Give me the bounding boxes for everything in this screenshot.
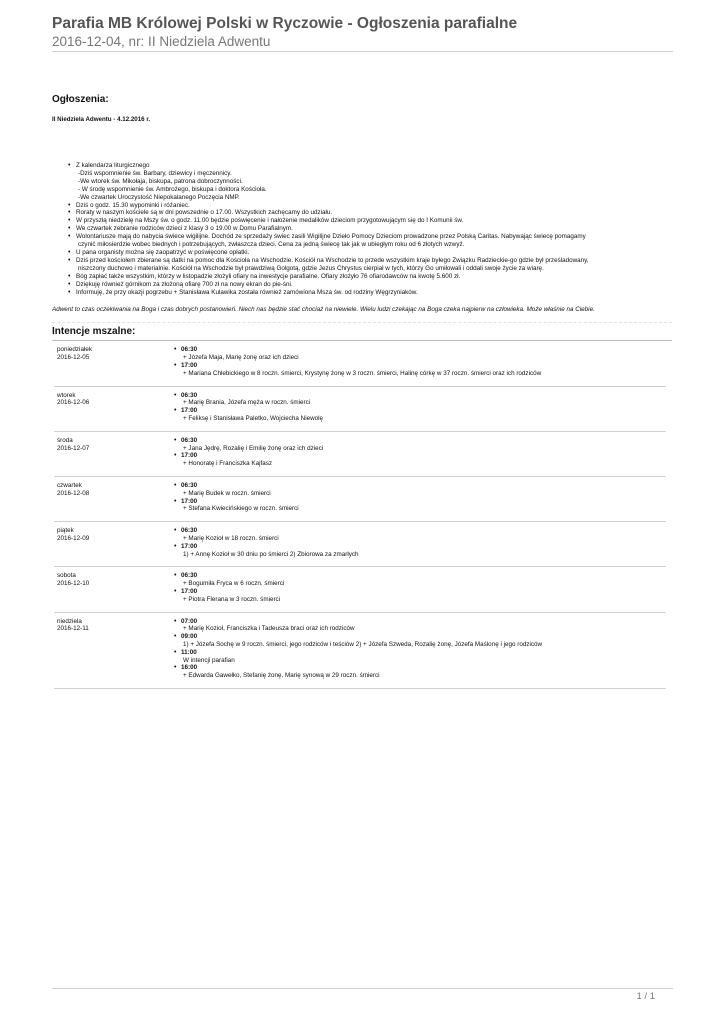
day-row — [54, 341, 666, 386]
mass-time: • 06:30 — [181, 527, 198, 535]
mass-time: • 11:00 — [181, 648, 197, 656]
mass-item — [181, 618, 666, 634]
announcement-line: • Wolontariusze mają do nabycia świece wigilijne. Dochód ze sprzedaży świec zasili Wigilijne Dzieło Pomocy Dzieciom prowadzone przez Polską Caritas. Nabywając świecę pomagamy — [76, 233, 586, 241]
mass-time: • 17:00 — [181, 452, 198, 460]
day-cell — [54, 341, 173, 386]
announcement-item — [76, 281, 672, 289]
day-row — [54, 386, 666, 431]
day-name: piątek — [57, 527, 74, 535]
mass-item — [181, 664, 666, 680]
mass-intention: W intencji parafian — [183, 656, 235, 664]
mass-intention: + Feliksę i Stanisława Paletko, Wojciecha Niewolę — [183, 414, 324, 422]
day-row — [54, 612, 666, 688]
day-name: środa — [57, 436, 73, 444]
day-row — [54, 567, 666, 612]
mass-intention: + Piotra Flerana w 3 roczn. śmierci — [183, 595, 281, 603]
day-name: wtorek — [57, 391, 76, 399]
day-row — [54, 431, 666, 476]
day-date: 2016-12-08 — [57, 489, 90, 497]
mass-time: • 16:00 — [181, 664, 198, 672]
announcement-line: niszczony duchowo i materialnie. Kościół na Wschodzie był prawdziwą Golgotą, gdzie Jezus Chrystus cierpiał w tych, którzy Go umiłowali i oddali swoje życie za wiarę. — [78, 264, 544, 272]
mass-item — [181, 392, 666, 408]
mass-time: • 06:30 — [181, 481, 198, 489]
day-date: 2016-12-06 — [57, 399, 90, 407]
mass-item — [181, 543, 666, 559]
mass-item — [181, 346, 666, 362]
mass-list — [173, 482, 666, 513]
announcement-line: • Z kalendarza liturgicznego — [76, 162, 150, 169]
mass-list — [173, 572, 666, 603]
day-row — [54, 522, 666, 567]
mass-time: • 17:00 — [181, 587, 198, 595]
day-name: sobota — [57, 572, 76, 580]
announcement-item — [76, 225, 672, 233]
page-header — [52, 14, 672, 50]
mass-intention: + Jana Jędrę, Rozalię i Emilię żonę oraz ich dzieci — [183, 444, 324, 452]
announcement-line: • Informuję, że przy okazji pogrzebu + Stanisława Kulawika została również zamówiona Msza św. od rodziny Węgrzyniaków. — [76, 288, 418, 296]
day-row — [54, 476, 666, 521]
day-cell — [54, 386, 173, 431]
mass-item — [181, 572, 666, 588]
mass-time: • 17:00 — [181, 542, 198, 550]
announcement-line: • W przyszłą niedzielę na Mszy św. o godz. 11.00 będzie poświęcenie i nałożenie medalików dzieciom przygotowującym się do I Komunii św. — [76, 217, 464, 225]
announcement-line: - W środę wspomnienie św. Ambrożego, biskupa i doktora Kościoła. — [78, 185, 267, 193]
day-date: 2016-12-10 — [57, 580, 90, 588]
day-name: poniedziałek — [57, 346, 93, 354]
mass-item — [181, 482, 666, 498]
day-cell — [54, 476, 173, 521]
mass-list — [173, 527, 666, 558]
mass-item — [181, 649, 666, 665]
closing-message: Adwent to czas oczekiwania na Boga i czas dobrych postanowień. Niech nas będzie stać chociaż na niewiele. Wielu ludzi czekając na Boga czeka najpierw na człowieka. Może właśnie na Ciebie. — [52, 306, 595, 314]
announcement-line: -We czwartek Uroczystość Niepokalanego Poczęcia NMP. — [78, 193, 240, 201]
mass-time: • 06:30 — [181, 436, 198, 444]
mass-time: • 09:00 — [181, 633, 198, 641]
announcement-item — [76, 217, 672, 225]
section-divider — [52, 322, 672, 323]
mass-intention: + Bogumiła Fryca w 6 roczn. śmierci — [183, 580, 285, 588]
mass-time: • 06:30 — [181, 572, 198, 580]
mass-time: • 06:30 — [181, 391, 198, 399]
announcement-item — [76, 289, 672, 297]
announcements-list — [52, 162, 672, 296]
announcement-line: -Dziś wspomnienie św. Barbary, dziewicy i męczennicy. — [78, 169, 232, 177]
masses-cell — [173, 612, 666, 688]
site-title: Parafia MB Królowej Polski w Ryczowie - Ogłoszenia parafialne — [52, 15, 518, 32]
masses-cell — [173, 431, 666, 476]
masses-cell — [173, 567, 666, 612]
announcement-item — [76, 273, 672, 281]
mass-intentions-table — [54, 341, 666, 689]
day-date: 2016-12-07 — [57, 444, 90, 452]
mass-list — [173, 618, 666, 680]
mass-list — [173, 392, 666, 423]
mass-intention: + Edwarda Gawełko, Stefanię żonę, Marię synową w 29 roczn. śmierci — [183, 672, 380, 680]
announcement-line: • Dziś przed kościołem zbierane są datki na pomoc dla Kościoła na Wschodzie. Kościół na Wschodzie to przede wszystkim kraje byłego Związku Radzieckie-go gdzie był prześladowany, — [76, 256, 589, 264]
mass-list — [173, 346, 666, 377]
mass-item — [181, 527, 666, 543]
mass-time: • 07:00 — [181, 617, 198, 625]
announcement-line: czynić miłosierdzie wobec biednych i potrzebujących, zwłaszcza dzieci. Cena za jedną świecę tak jak w ubiegłym roku od 6 złotych wzwyż. — [78, 241, 465, 249]
announcements-date-line: II Niedziela Adwentu - 4.12.2016 r. — [52, 116, 151, 123]
masses-cell — [173, 386, 666, 431]
mass-time: • 06:30 — [181, 346, 198, 354]
masses-cell — [173, 476, 666, 521]
mass-time: • 17:00 — [181, 407, 198, 415]
day-date: 2016-12-05 — [57, 354, 90, 362]
announcement-line: • U pana organisty można się zaopatrzyć w poświęcone opłatki. — [76, 248, 250, 256]
announcement-line: • We czwartek zebranie rodziców dzieci z klasy 3 o 19.00 w Domu Parafialnym. — [76, 225, 293, 233]
announcement-line: • Dziś o godz. 15.30 wypominki i różaniec. — [76, 201, 190, 209]
announcement-line: • Bóg zapłać także wszystkim, którzy w listopadzie złożyli ofiary na inwestycje parafialne. Ofiary złożyło 76 ofiarodawców na kwotę 5.600 zł. — [76, 272, 461, 280]
mass-intention: + Mariana Chlebickiego w 8 roczn. śmierci, Krystynę żonę w 3 roczn. śmierci, Halinę córkę w 37 roczn. śmierci oraz ich rodziców — [183, 369, 542, 377]
announcement-item — [76, 249, 672, 257]
mass-intention: + Marię Brania, Józefa męża w roczn. śmierci — [183, 399, 311, 407]
mass-item — [181, 362, 666, 378]
mass-item — [181, 437, 666, 453]
mass-list — [173, 437, 666, 468]
announcement-line: • Roraty w naszym kościele są w dni powszednie o 17.00. Wszystkich zachęcamy do udziału. — [76, 209, 333, 217]
intentions-heading: Intencje mszalne: — [52, 326, 136, 338]
announcement-item — [76, 162, 672, 202]
day-name: niedziela — [57, 617, 82, 625]
day-date: 2016-12-09 — [57, 534, 90, 542]
mass-item — [181, 498, 666, 514]
announcement-line: • Dziękuję również górnikom za złożoną ofiarę 700 zł na nowy ekran do pie-śni. — [76, 280, 293, 288]
day-cell — [54, 522, 173, 567]
announcement-item — [76, 209, 672, 217]
mass-item — [181, 588, 666, 604]
mass-intention: + Stefana Kwiecińskiego w roczn. śmierci — [183, 505, 299, 513]
mass-intention: 1) + Józefa Sochę w 9 roczn. śmierci, jego rodziców i teściów 2) + Józefa Szweda, Rozalię żonę, Józefa Maślonę i jego rodziców — [183, 640, 543, 648]
mass-item — [181, 633, 666, 649]
announcement-line: -We wtorek św. Mikołaja, biskupa, patrona dobroczynności. — [78, 177, 243, 185]
masses-cell — [173, 341, 666, 386]
page-number: 1 / 1 — [636, 991, 655, 1002]
day-date: 2016-12-11 — [57, 625, 89, 633]
day-cell — [54, 431, 173, 476]
day-name: czwartek — [57, 481, 82, 489]
masses-cell — [173, 522, 666, 567]
mass-item — [181, 452, 666, 468]
header-divider — [52, 51, 673, 52]
announcement-item — [76, 202, 672, 210]
footer-divider — [52, 988, 673, 989]
mass-item — [181, 407, 666, 423]
bulletin-subtitle: 2016-12-04, nr: II Niedziela Adwentu — [52, 34, 271, 49]
mass-time: • 17:00 — [181, 497, 198, 505]
mass-intention: 1) + Annę Kozioł w 30 dniu po śmierci 2) Zbiorowa za zmarłych — [183, 550, 359, 558]
mass-intention: + Józefa Maja, Marię żonę oraz ich dzieci — [183, 354, 299, 362]
mass-intention: + Honoratę i Franciszka Kajfasz — [183, 460, 273, 468]
day-cell — [54, 567, 173, 612]
announcements-heading: Ogłoszenia: — [52, 94, 109, 105]
mass-time: • 17:00 — [181, 362, 198, 369]
mass-intention: + Marię Kozioł w 18 roczn. śmierci — [183, 534, 279, 542]
day-cell — [54, 612, 173, 688]
main-content — [52, 94, 672, 689]
mass-intention: + Marię Kozioł, Franciszka i Tadeusza braci oraz ich rodziców — [183, 625, 355, 633]
announcement-item — [76, 233, 672, 249]
announcement-item — [76, 257, 672, 273]
mass-intention: + Marię Budek w roczn. śmierci — [183, 489, 271, 497]
